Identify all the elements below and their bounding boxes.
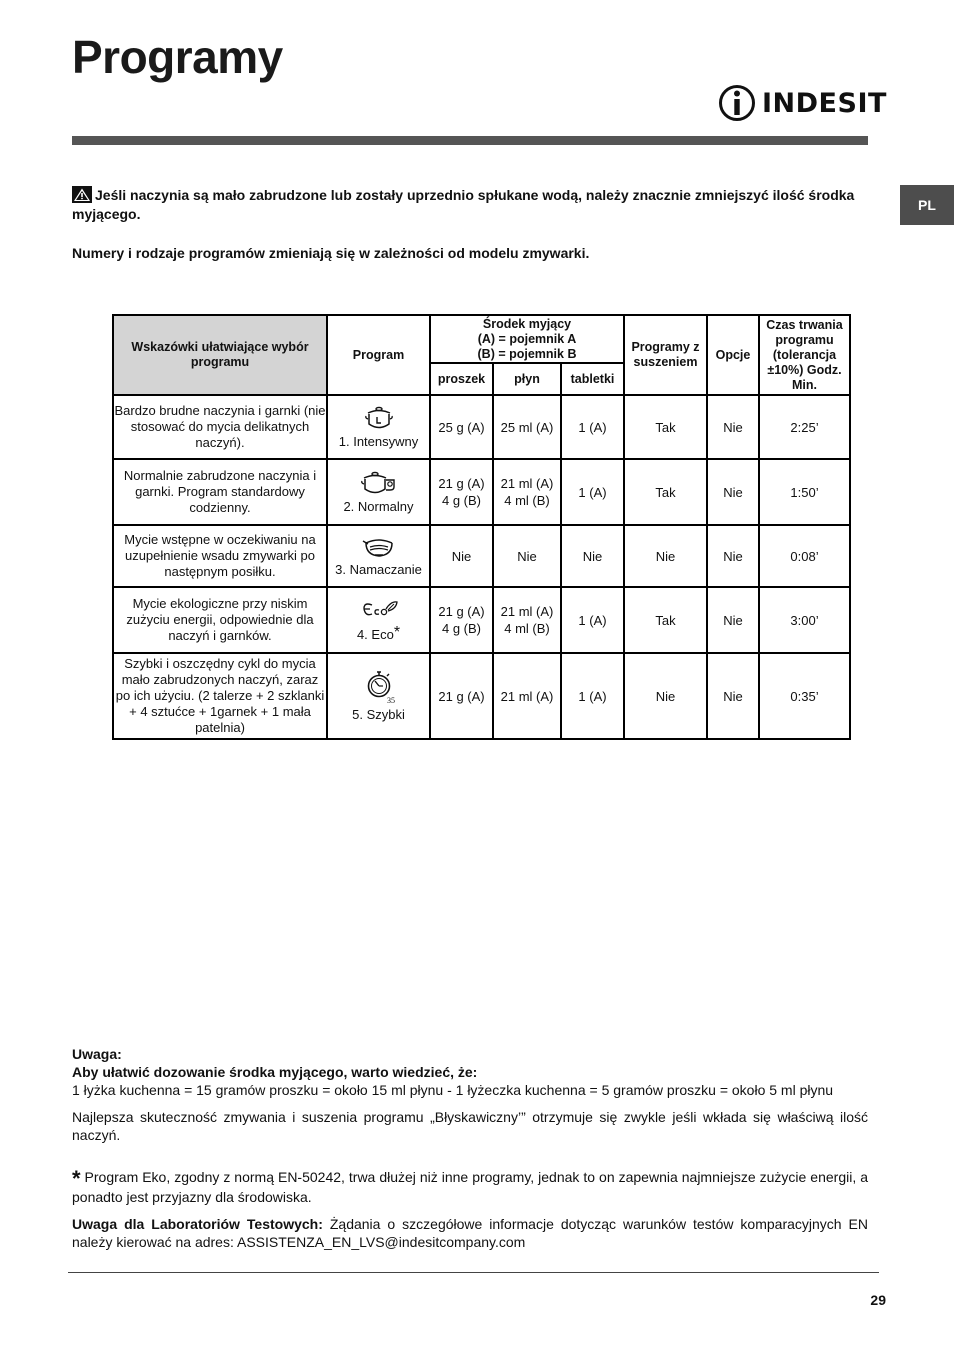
options-value: Nie	[707, 525, 759, 587]
eco-note-asterisk: *	[72, 1166, 81, 1191]
row-hint: Normalnie zabrudzone naczynia i garnki. Program standardowy codzienny.	[113, 459, 327, 525]
tablets-value: 1 (A)	[561, 459, 624, 525]
language-tab[interactable]: PL	[900, 185, 954, 225]
row-hint: Szybki i oszczędny cykl do mycia mało zabrudzonych naczyń, zaraz po ich użyciu. (2 talerze + 2 szklanki + 4 sztućce + 1garnek + 1 mała patelnia)	[113, 653, 327, 739]
liquid-value-a: 21 ml (A)	[500, 604, 554, 619]
stopwatch-icon	[361, 670, 397, 704]
program-name-text: 4. Eco	[356, 626, 394, 642]
powder-value-a: 21 g (A)	[438, 604, 485, 619]
brand-name: INDESIT	[762, 87, 887, 119]
liquid-value: Nie	[493, 525, 561, 587]
drying-value: Tak	[624, 395, 707, 459]
bowl-whisk-icon	[362, 535, 396, 559]
table-row	[113, 653, 850, 739]
powder-value-a: 21 g (A)	[438, 476, 485, 491]
pot-cup-icon	[361, 470, 397, 496]
stopwatch-label: 35	[386, 696, 395, 704]
tablets-value: 1 (A)	[561, 395, 624, 459]
drying-value: Tak	[624, 459, 707, 525]
title-rule	[72, 136, 868, 145]
duration-value: 3:00’	[759, 587, 850, 653]
row-hint: Mycie wstępne w oczekiwaniu na uzupełnienie wsadu zmywarki po następnym posiłku.	[113, 525, 327, 587]
header-detergent	[430, 315, 624, 363]
liquid-value: 21 ml (A)	[493, 653, 561, 739]
warning-icon	[72, 186, 92, 203]
pot-icon	[364, 405, 394, 431]
drying-value: Nie	[624, 525, 707, 587]
notes-subheading: Aby ułatwić dozowanie środka myjącego, warto wiedzieć, że:	[72, 1064, 478, 1080]
table-row	[113, 395, 850, 459]
program-name: 5. Szybki	[352, 707, 405, 722]
notes-heading: Uwaga:	[72, 1046, 122, 1062]
notes-section	[72, 1045, 868, 1251]
program-name: 3. Namaczanie	[335, 562, 422, 577]
table-row	[113, 525, 850, 587]
header-detergent-line2: (A) = pojemnik A	[477, 331, 577, 346]
table-row	[113, 459, 850, 525]
powder-value: 25 g (A)	[430, 395, 493, 459]
eco-note-text: Program Eko, zgodny z normą EN-50242, trwa dłużej niż inne programy, jednak to on zapewnia najmniejsze zużycie energii, a ponadto jest przyjazny dla środowiska.	[72, 1169, 868, 1205]
warning-text: Jeśli naczynia są mało zabrudzone lub zostały uprzednio spłukane wodą, należy znacznie zmniejszyć ilość środka myjącego.	[72, 187, 855, 222]
conversion-note: 1 łyżka kuchenna = 15 gramów proszku = około 15 ml płynu - 1 łyżeczka kuchenna = 5 gramów proszku = około 5 ml płynu	[72, 1082, 834, 1098]
liquid-value-b: 4 ml (B)	[504, 493, 550, 508]
quick-program-note: Najlepsza skuteczność zmywania i suszenia programu „Błyskawiczny’” otrzymuje się zwykle jeśli wkłada się właściwą ilość naczyń.	[72, 1109, 868, 1143]
options-value: Nie	[707, 459, 759, 525]
header-powder: proszek	[430, 363, 493, 395]
liquid-value	[493, 459, 561, 525]
warning-note	[72, 186, 868, 224]
tablets-value: 1 (A)	[561, 653, 624, 739]
indesit-i-icon	[718, 83, 756, 123]
powder-value	[430, 587, 493, 653]
options-value: Nie	[707, 653, 759, 739]
powder-value-b: 4 g (B)	[441, 493, 481, 508]
liquid-value	[493, 587, 561, 653]
duration-value: 1:50’	[759, 459, 850, 525]
header-duration: Czas trwania programu (tolerancja ±10%) Godz. Min.	[759, 315, 850, 395]
row-program	[327, 525, 430, 587]
models-note: Numery i rodzaje programów zmieniają się w zależności od modelu zmywarki.	[72, 245, 590, 261]
tablets-value: 1 (A)	[561, 587, 624, 653]
drying-value: Tak	[624, 587, 707, 653]
lab-note-label: Uwaga dla Laboratoriów Testowych:	[72, 1216, 323, 1232]
lab-note-text: Żądania o szczegółowe informacje dotycząc warunków testów komparacyjnych EN należy kierować na adres: ASSISTENZA_EN_LVS@indesitcompany.com	[72, 1216, 868, 1250]
footer-rule	[68, 1272, 879, 1273]
powder-value	[430, 459, 493, 525]
program-name	[328, 624, 429, 642]
row-hint: Bardzo brudne naczynia i garnki (nie stosować do mycia delikatnych naczyń).	[113, 395, 327, 459]
powder-value-b: 4 g (B)	[441, 621, 481, 636]
row-program	[327, 459, 430, 525]
duration-value: 0:08’	[759, 525, 850, 587]
header-detergent-line1: Środek myjący	[482, 316, 572, 331]
program-name: 1. Intensywny	[338, 434, 419, 449]
header-drying: Programy z suszeniem	[624, 315, 707, 395]
powder-value: 21 g (A)	[430, 653, 493, 739]
header-liquid: płyn	[493, 363, 561, 395]
row-program	[327, 653, 430, 739]
header-tablets: tabletki	[561, 363, 624, 395]
programs-table	[112, 314, 851, 740]
eco-leaf-icon	[359, 599, 399, 621]
liquid-value-a: 21 ml (A)	[500, 476, 554, 491]
duration-value: 0:35’	[759, 653, 850, 739]
header-program: Program	[327, 315, 430, 395]
brand-logo	[718, 83, 887, 123]
eco-note	[72, 1168, 868, 1206]
row-hint: Mycie ekologiczne przy niskim zużyciu energii, odpowiednie dla naczyń i garnków.	[113, 587, 327, 653]
options-value: Nie	[707, 395, 759, 459]
header-options: Opcje	[707, 315, 759, 395]
eco-asterisk: *	[393, 623, 401, 641]
duration-value: 2:25’	[759, 395, 850, 459]
tablets-value: Nie	[561, 525, 624, 587]
page-number: 29	[870, 1292, 886, 1308]
header-detergent-line3: (B) = pojemnik B	[477, 346, 577, 361]
table-row	[113, 587, 850, 653]
drying-value: Nie	[624, 653, 707, 739]
page-title: Programy	[72, 31, 283, 83]
powder-value: Nie	[430, 525, 493, 587]
row-program	[327, 395, 430, 459]
header-hints: Wskazówki ułatwiające wybór programu	[113, 315, 327, 395]
liquid-value: 25 ml (A)	[493, 395, 561, 459]
row-program	[327, 587, 430, 653]
lab-note	[72, 1215, 868, 1251]
options-value: Nie	[707, 587, 759, 653]
program-name: 2. Normalny	[343, 499, 414, 514]
liquid-value-b: 4 ml (B)	[504, 621, 550, 636]
